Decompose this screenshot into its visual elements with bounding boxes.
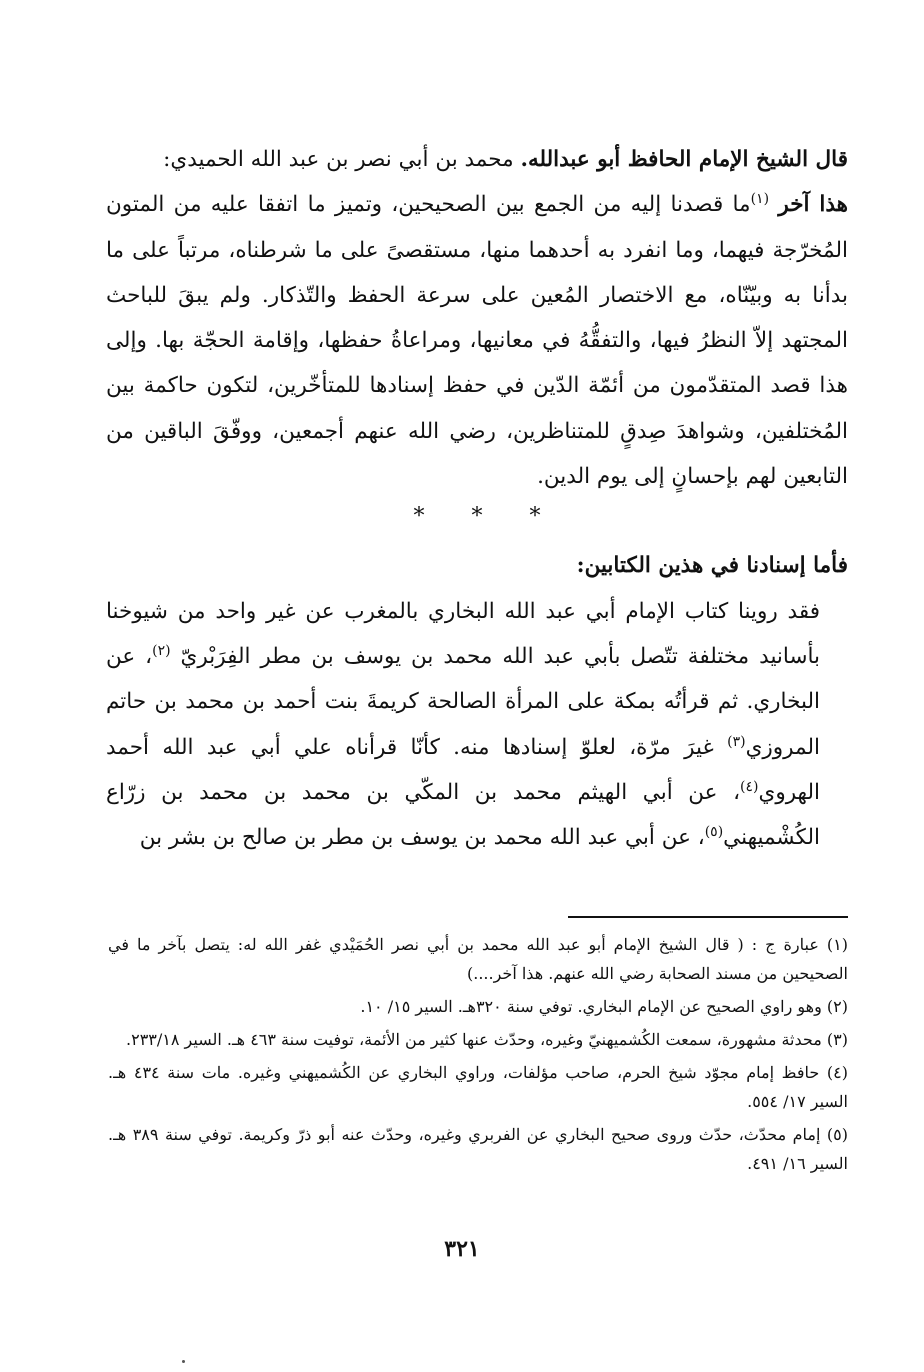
isnad-text-5: ، عن أبي عبد الله محمد بن يوسف بن مطر بن صالح بن بشر بن	[139, 825, 705, 851]
intro-lead: هذا آخر	[778, 192, 848, 218]
isnad-paragraph	[106, 589, 848, 861]
footnote-text: حافظ إمام مجوّد شيخ الحرم، صاحب مؤلفات، وراوي البخاري عن الكُشميهني وغيره. مات سنة ٤٣٤ هـ. السير ١٧/ ٥٥٤.	[108, 1063, 848, 1111]
footnote-text: محدثة مشهورة، سمعت الكُشميهنيّ وغيره، وحدّث عنها كثير من الأئمة، توفيت سنة ٤٦٣ هـ. السير ٢٣٣/١٨.	[126, 1030, 822, 1049]
footnote	[108, 992, 848, 1021]
footnote-number: (٥)	[826, 1125, 849, 1144]
footnote-number: (٢)	[826, 997, 848, 1016]
footnote	[108, 1025, 848, 1054]
footnote-ref-1: (١)	[750, 191, 770, 208]
footnote-ref-2: (٢)	[152, 642, 171, 659]
separator-star: *	[529, 504, 541, 530]
intro-text: ما قصدنا إليه من الجمع بين الصحيحين، وتميز ما اتفقا عليه من المتون المُخرّجة فيهما، وما انفرد به أحدهما منها، مستقصىً على ما شرطناه، مرتباً على ما بدأنا به وبيّنّاه، مع الاختصار المُعين على سرعة الحفظ والتّذكار. ولم يبقَ للباحث المجتهد إلاّ النظرُ فيها، والتفقُّهُ في معانيها، ومراعاةُ حفظها، وإقامة الحجّة بها. وإلى هذا قصد المتقدّمون من أئمّة الدّين في حفظ إسنادها للمتأخّرين، لتكون حاكمة بين المُختلفين، وشواهدَ صِدقٍ للمتناظرين، رضي الله عنهم أجمعين، ووفّقَ الباقين من التابعين لهم بإحسانٍ إلى يوم الدين.	[106, 192, 848, 490]
footnote-ref-4: (٤)	[740, 778, 759, 795]
footnotes	[108, 930, 848, 1182]
isnad-text-3: غيرَ مرّة، لعلوّ إسنادها منه. كأنّا قرأناه علي أبي عبد الله أحمد الهروي	[106, 734, 820, 805]
section-heading: فأما إسنادنا في هذين الكتابين:	[576, 553, 848, 579]
main-text	[106, 137, 848, 860]
footnote-number: (٣)	[826, 1030, 848, 1049]
opening-text: محمد بن أبي نصر بن عبد الله الحميدي:	[163, 147, 521, 172]
section-separator	[106, 499, 848, 543]
isnad-text-1: فقد روينا كتاب الإمام أبي عبد الله البخاري بالمغرب عن غير واحد من شيوخنا بأسانيد مختلفة تتّصل بأبي عبد الله محمد بن يوسف بن مطر الفِرَبْريّ	[106, 598, 821, 669]
opening-paragraph	[106, 137, 848, 182]
footnote-text: عبارة ج : ( قال الشيخ الإمام أبو عبد الله محمد بن أبي نصر الحُمَيْدي غفر الله له: يتصل بآخر ما في الصحيحين من مسند الصحابة رضي الله عنهم. هذا آخر....)	[108, 935, 848, 983]
footnote-text: وهو راوي الصحيح عن الإمام البخاري. توفي سنة ٣٢٠هـ. السير ١٥/ ١٠.	[360, 997, 822, 1016]
isnad-text-4: ، عن أبي الهيثم محمد بن المكّي بن محمد بن محمد بن زرّاع الكُشْميهني	[106, 779, 820, 851]
footnote-ref-3: (٣)	[727, 733, 746, 750]
footnote-number: (٤)	[826, 1063, 849, 1082]
separator-star: *	[471, 504, 483, 530]
footnote	[108, 1120, 848, 1178]
separator-star: *	[413, 504, 425, 530]
footnote-number: (١)	[826, 935, 848, 954]
isnad-text-2: ، عن البخاري. ثم قرأتُه بمكة على المرأة الصالحة كريمةَ بنت أحمد بن محمد بن حاتم المروزي	[106, 643, 820, 760]
intro-paragraph	[106, 182, 848, 499]
opening-lead: قال الشيخ الإمام الحافظ أبو عبدالله.	[520, 147, 848, 172]
footnote-text: إمام محدّث، حدّث وروى صحيح البخاري عن الفربري وغيره، وحدّث عنه أبو ذرّ وكريمة. توفي سنة ٣٨٩ هـ. السير ١٦/ ٤٩١.	[108, 1125, 848, 1173]
scan-speck	[182, 1360, 185, 1363]
footnote	[108, 930, 848, 988]
footnote-ref-5: (٥)	[704, 824, 724, 840]
footnote-divider	[568, 916, 848, 918]
footnote	[108, 1058, 848, 1116]
page-number: ٣٢١	[444, 1236, 480, 1262]
